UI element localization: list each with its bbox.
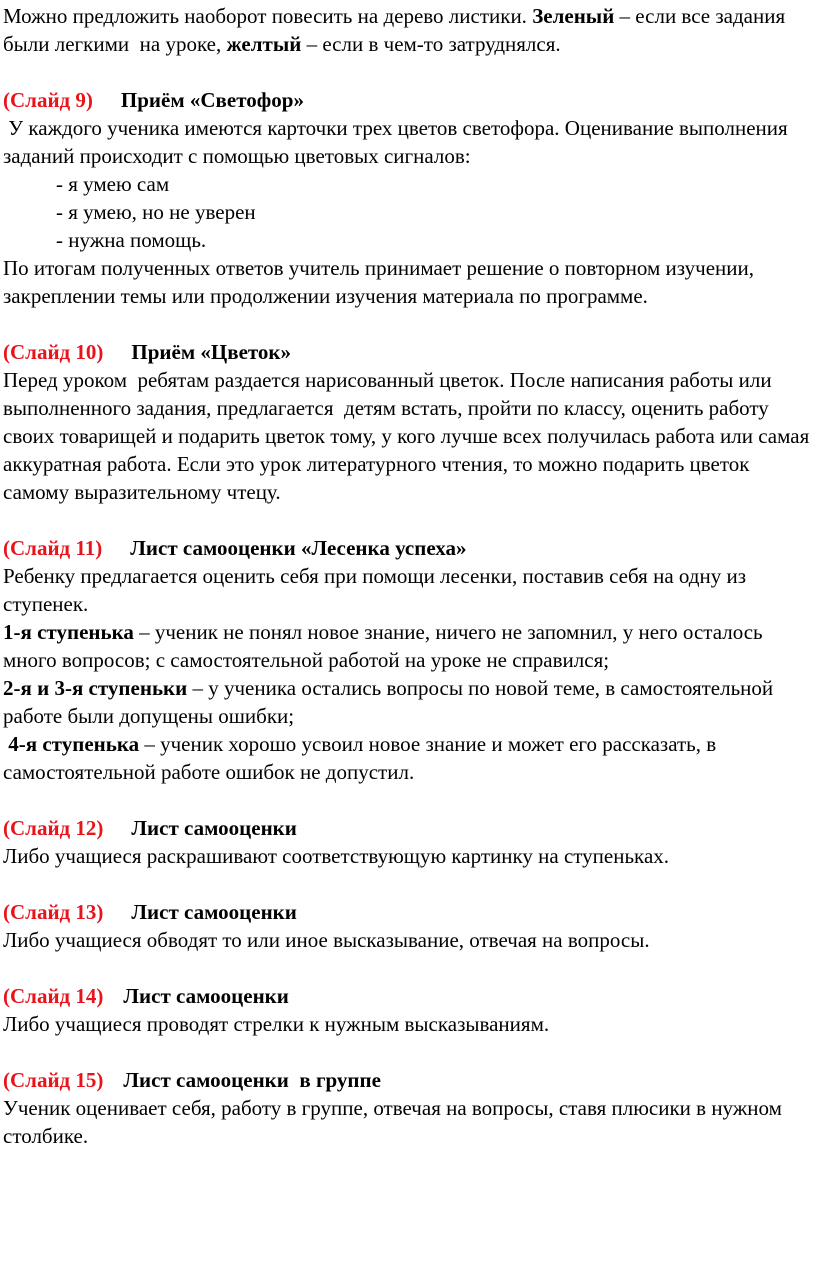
step-2-3-text: – у ученика остались вопросы по новой теме, в самостоятельной работе были допущены ошибки; xyxy=(3,676,779,728)
slide-9-title: Приём «Светофор» xyxy=(120,88,304,112)
slide-10-label: (Слайд 10) xyxy=(3,340,104,364)
slide-11-step-1 xyxy=(3,618,810,674)
slide-9-item-1: - я умею сам xyxy=(56,172,170,196)
slide-11-label: (Слайд 11) xyxy=(3,536,103,560)
step-4-label: 4-я ступенька xyxy=(3,732,140,756)
slide-9-heading xyxy=(3,86,810,114)
slide-9-item-2: - я умею, но не уверен xyxy=(56,200,256,224)
slide-13-label: (Слайд 13) xyxy=(3,900,104,924)
slide-13-title: Лист самооценки xyxy=(131,900,297,924)
slide-15-paragraph: Ученик оценивает себя, работу в группе, отвечая на вопросы, ставя плюсики в нужном столбике. xyxy=(3,1096,788,1148)
slide-13-heading xyxy=(3,898,810,926)
slide-9-label: (Слайд 9) xyxy=(3,88,93,112)
slide-15-title: Лист самооценки в группе xyxy=(123,1068,381,1092)
slide-14-title: Лист самооценки xyxy=(123,984,289,1008)
slide-9-paragraph-2: По итогам полученных ответов учитель принимает решение о повторном изучении, закреплении темы или продолжении изучения материала по программе. xyxy=(3,256,760,308)
slide-12-title: Лист самооценки xyxy=(131,816,297,840)
slide-10-title: Приём «Цветок» xyxy=(131,340,292,364)
slide-15-label: (Слайд 15) xyxy=(3,1068,104,1092)
intro-yellow: желтый xyxy=(226,32,302,56)
slide-10-heading xyxy=(3,338,810,366)
slide-13-paragraph: Либо учащиеся обводят то или иное высказывание, отвечая на вопросы. xyxy=(3,928,650,952)
intro-green: Зеленый xyxy=(532,4,615,28)
slide-11-paragraph: Ребенку предлагается оценить себя при помощи лесенки, поставив себя на одну из ступенек. xyxy=(3,564,752,616)
slide-14-label: (Слайд 14) xyxy=(3,984,104,1008)
step-2-3-label: 2-я и 3-я ступеньки xyxy=(3,676,188,700)
slide-10-paragraph: Перед уроком ребятам раздается нарисованный цветок. После написания работы или выполненного задания, предлагается детям встать, пройти по классу, оценить работу своих товарищей и подарить цветок тому, у кого лучше всех получилась работа или самая аккуратная работа. Если это урок литературного чтения, то можно подарить цветок самому выразительному чтецу. xyxy=(3,368,815,504)
slide-11-step-4 xyxy=(3,730,810,786)
slide-12-label: (Слайд 12) xyxy=(3,816,104,840)
intro-paragraph xyxy=(3,2,810,58)
slide-9-item-3: - нужна помощь. xyxy=(56,228,207,252)
slide-11-step-2-3 xyxy=(3,674,810,730)
slide-12-heading xyxy=(3,814,810,842)
step-1-label: 1-я ступенька xyxy=(3,620,134,644)
slide-14-heading xyxy=(3,982,810,1010)
step-1-text: – ученик не понял новое знание, ничего не запомнил, у него осталось много вопросов; с самостоятельной работой на уроке не справился; xyxy=(3,620,768,672)
intro-text-2: – если все задания были легкими на уроке, xyxy=(3,4,791,56)
slide-11-heading xyxy=(3,534,810,562)
intro-text-3: – если в чем-то затруднялся. xyxy=(301,32,561,56)
slide-15-heading xyxy=(3,1066,810,1094)
intro-text-1: Можно предложить наоборот повесить на дерево листики. xyxy=(3,4,533,28)
slide-12-paragraph: Либо учащиеся раскрашивают соответствующую картинку на ступеньках. xyxy=(3,844,670,868)
slide-11-title: Лист самооценки «Лесенка успеха» xyxy=(130,536,467,560)
step-4-text: – ученик хорошо усвоил новое знание и может его рассказать, в самостоятельной работе ошибок не допустил. xyxy=(3,732,722,784)
slide-9-paragraph-1: У каждого ученика имеются карточки трех цветов светофора. Оценивание выполнения заданий происходит с помощью цветовых сигналов: xyxy=(3,116,799,168)
slide-14-paragraph: Либо учащиеся проводят стрелки к нужным высказываниям. xyxy=(3,1012,550,1036)
